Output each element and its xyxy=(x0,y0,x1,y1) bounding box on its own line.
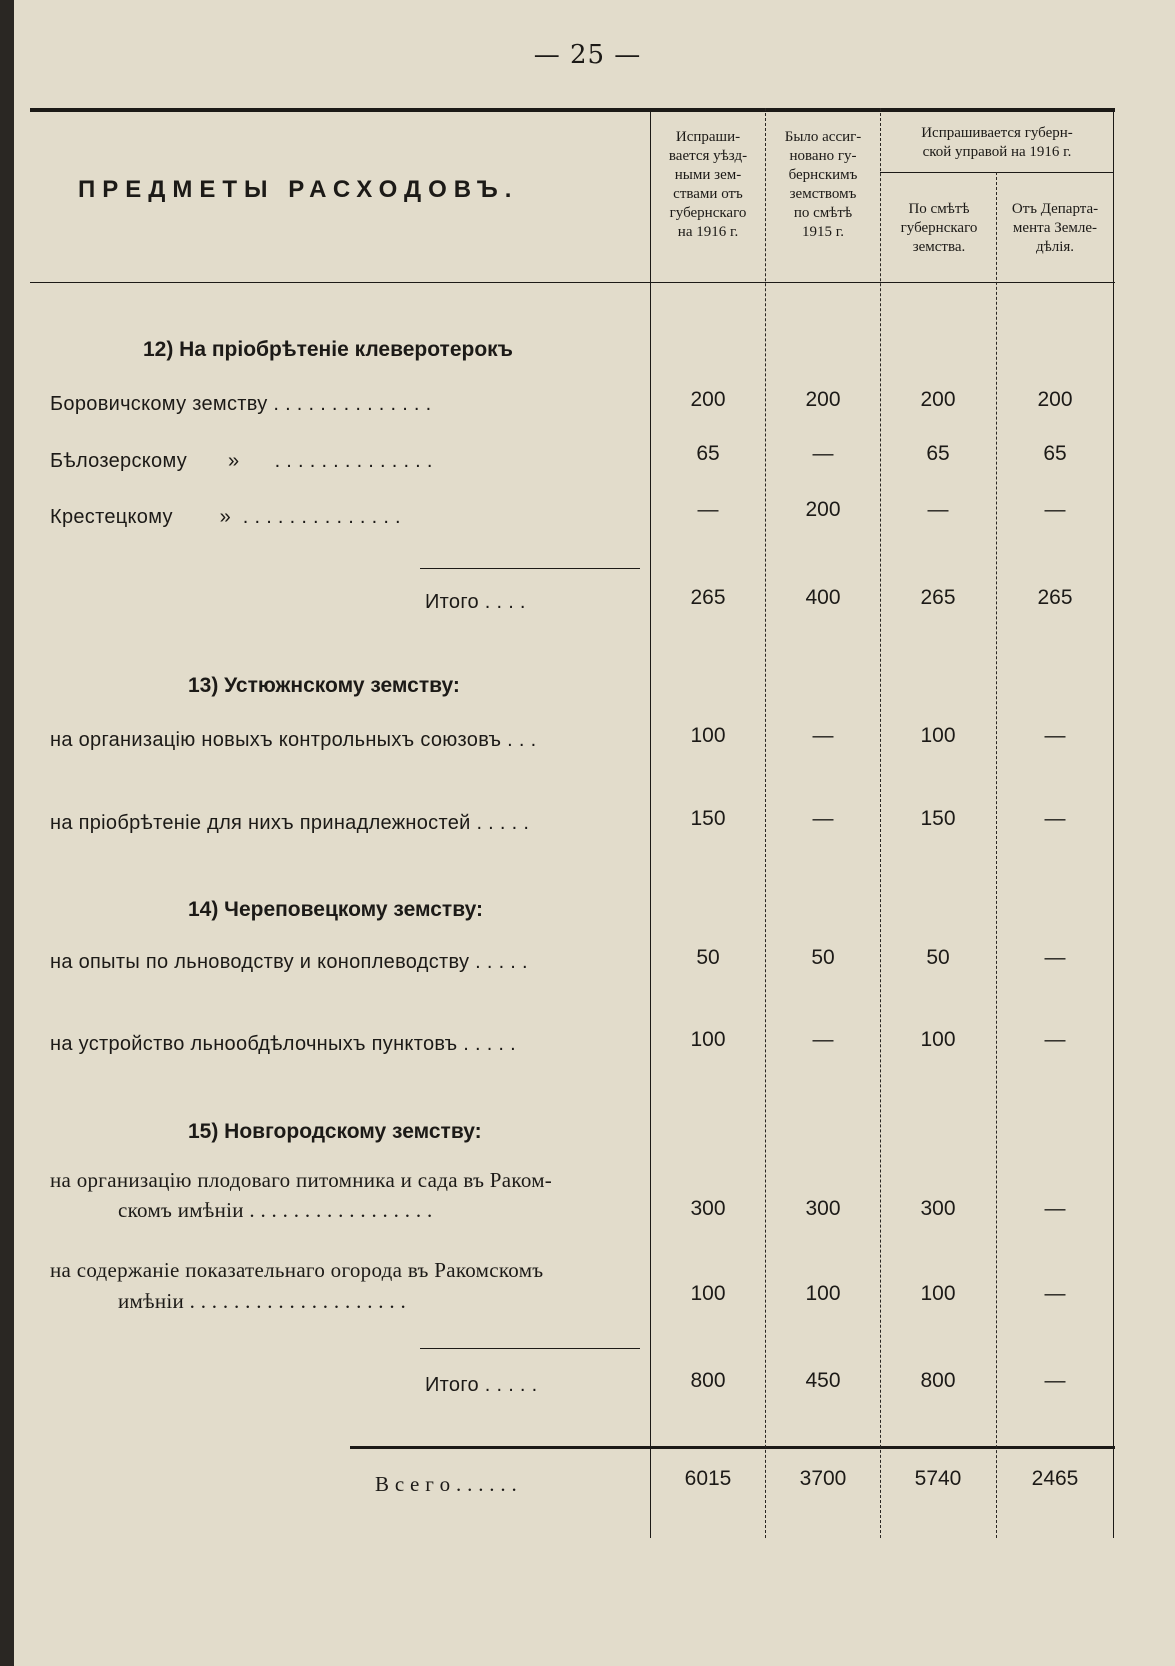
row-label-flax-points: на устройство льнообдѣлочныхъ пунктовъ . . . . . xyxy=(50,1033,516,1055)
cell-r7-c1: 100 xyxy=(690,1028,726,1051)
cell-r10-c4: — xyxy=(1044,1369,1066,1392)
header-col-2: Было ассиг- новано гу- бернскимъ земствомъ по смѣтѣ 1915 г. xyxy=(784,129,862,240)
cell-r0-c3: 200 xyxy=(920,388,956,411)
cell-r3-c1: 265 xyxy=(690,586,726,609)
cell-r6-c4: — xyxy=(1044,946,1066,969)
cell-r5-c2: — xyxy=(812,807,834,830)
cell-r2-c1: — xyxy=(697,498,719,521)
cell-r11-c1: 6015 xyxy=(684,1467,732,1490)
header-col-4: Отъ Департа- мента Земле- дѣлія. xyxy=(1011,201,1099,255)
cell-r2-c4: — xyxy=(1044,498,1066,521)
row-label-nursery-cont: скомъ имѣніи . . . . . . . . . . . . . . . . . xyxy=(118,1198,433,1222)
cell-r5-c3: 150 xyxy=(920,807,956,830)
cell-r3-c2: 400 xyxy=(805,586,841,609)
row-label-grand-total: В с е г о . . . . . . xyxy=(375,1472,518,1496)
cell-r8-c3: 300 xyxy=(920,1197,956,1220)
scan-edge xyxy=(0,0,14,1666)
cell-r10-c3: 800 xyxy=(920,1369,956,1392)
cell-r6-c1: 50 xyxy=(696,946,720,969)
column-divider-2 xyxy=(765,108,766,1538)
row-label-krestsy: Крестецкому » . . . . . . . . . . . . . . xyxy=(50,506,401,528)
column-divider-1 xyxy=(650,108,651,1538)
cell-r6-c3: 50 xyxy=(926,946,950,969)
cell-r7-c4: — xyxy=(1044,1028,1066,1051)
section-title-15: 15) Новгородскому земству: xyxy=(188,1120,482,1143)
cell-r6-c2: 50 xyxy=(811,946,835,969)
row-label-garden: на содержаніе показательнаго огорода въ Ракомскомъ xyxy=(50,1258,544,1282)
subtotal-rule-2 xyxy=(420,1348,640,1349)
header-col-3: По смѣтѣ губернскаго земства. xyxy=(900,201,978,255)
column-divider-3 xyxy=(880,108,881,1538)
cell-r11-c4: 2465 xyxy=(1031,1467,1079,1490)
cell-r1-c2: — xyxy=(812,442,834,465)
row-label-borovichi: Боровичскому земству . . . . . . . . . . . . . . xyxy=(50,393,432,415)
cell-r11-c2: 3700 xyxy=(799,1467,847,1490)
cell-r9-c3: 100 xyxy=(920,1282,956,1305)
cell-r0-c2: 200 xyxy=(805,388,841,411)
cell-r4-c4: — xyxy=(1044,724,1066,747)
cell-r4-c2: — xyxy=(812,724,834,747)
cell-r7-c2: — xyxy=(812,1028,834,1051)
row-label-garden-cont: имѣніи . . . . . . . . . . . . . . . . . . . . xyxy=(118,1289,407,1313)
row-label-control-unions: на организацію новыхъ контрольныхъ союзовъ . . . xyxy=(50,729,537,751)
table-right-border xyxy=(1113,108,1114,1538)
row-label-flax-experiments: на опыты по льноводству и коноплеводству . . . . . xyxy=(50,951,528,973)
cell-r8-c4: — xyxy=(1044,1197,1066,1220)
cell-r9-c1: 100 xyxy=(690,1282,726,1305)
section-title-14: 14) Череповецкому земству: xyxy=(188,898,483,921)
cell-r4-c3: 100 xyxy=(920,724,956,747)
cell-r5-c4: — xyxy=(1044,807,1066,830)
cell-r10-c2: 450 xyxy=(805,1369,841,1392)
cell-r2-c3: — xyxy=(927,498,949,521)
header-col-1: Испраши- вается уѣзд- ными зем- ствами отъ губернскаго на 1916 г. xyxy=(668,129,748,240)
row-label-equipment: на пріобрѣтеніе для нихъ принадлежностей . . . . . xyxy=(50,812,530,834)
section-title-12: 12) На пріобрѣтеніе клеверотерокъ xyxy=(143,338,513,361)
cell-r1-c4: 65 xyxy=(1043,442,1067,465)
cell-r10-c1: 800 xyxy=(690,1369,726,1392)
total-rule xyxy=(350,1446,1115,1449)
cell-r9-c2: 100 xyxy=(805,1282,841,1305)
table-top-rule xyxy=(30,108,1115,112)
cell-r0-c4: 200 xyxy=(1037,388,1073,411)
cell-r2-c2: 200 xyxy=(805,498,841,521)
cell-r1-c1: 65 xyxy=(696,442,720,465)
table-title: ПРЕДМЕТЫ РАСХОДОВЪ. xyxy=(78,176,519,203)
cell-r11-c3: 5740 xyxy=(914,1467,962,1490)
page-number: — 25 — xyxy=(533,40,642,70)
section-title-13: 13) Устюжнскому земству: xyxy=(188,674,460,697)
row-label-nursery: на организацію плодоваго питомника и сада въ Раком- xyxy=(50,1168,553,1192)
cell-r1-c3: 65 xyxy=(926,442,950,465)
row-label-subtotal-2: Итого . . . . . xyxy=(425,1374,538,1396)
header-bottom-rule xyxy=(30,282,1115,283)
cell-r3-c3: 265 xyxy=(920,586,956,609)
cell-r5-c1: 150 xyxy=(690,807,726,830)
row-label-subtotal-1: Итого . . . . xyxy=(425,591,526,613)
cell-r7-c3: 100 xyxy=(920,1028,956,1051)
subtotal-rule-1 xyxy=(420,568,640,569)
cell-r9-c4: — xyxy=(1044,1282,1066,1305)
cell-r8-c2: 300 xyxy=(805,1197,841,1220)
cell-r3-c4: 265 xyxy=(1037,586,1073,609)
header-group: Испрашивается губерн- ской управой на 1916 г. xyxy=(921,125,1073,160)
cell-r0-c1: 200 xyxy=(690,388,726,411)
row-label-belozersk: Бѣлозерскому » . . . . . . . . . . . . . . xyxy=(50,450,433,472)
cell-r8-c1: 300 xyxy=(690,1197,726,1220)
column-divider-4 xyxy=(996,172,997,1538)
cell-r4-c1: 100 xyxy=(690,724,726,747)
